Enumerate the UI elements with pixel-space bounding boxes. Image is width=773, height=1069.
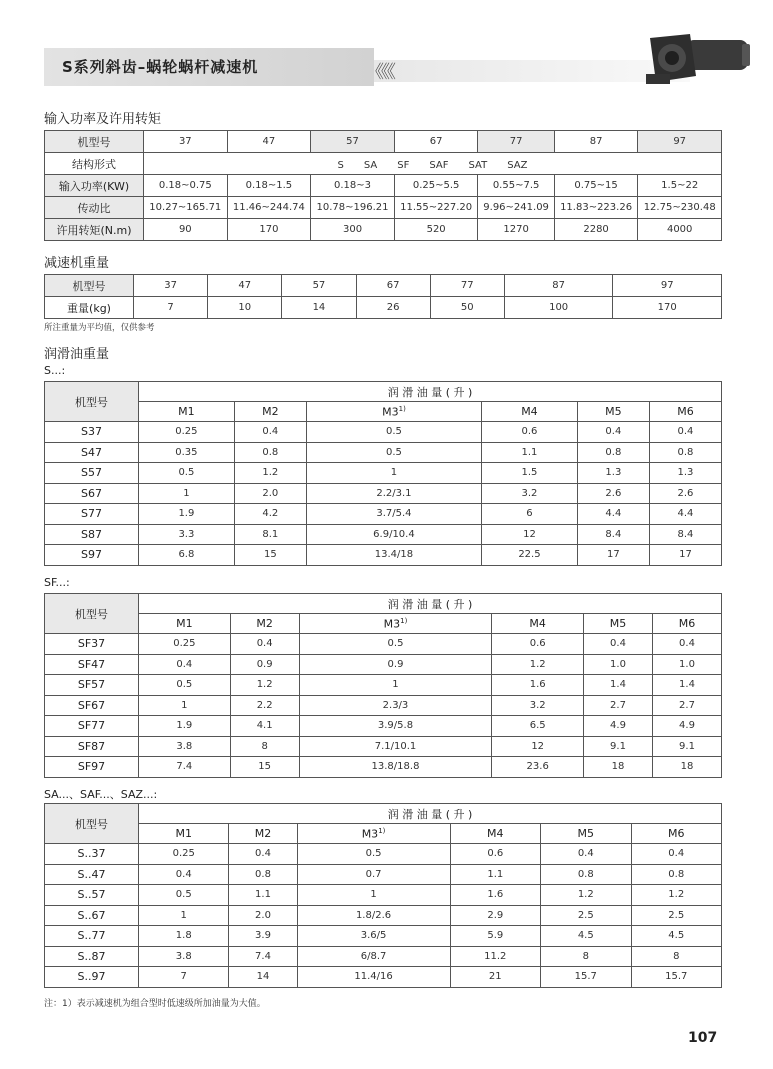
torque-cell: 300 xyxy=(311,219,395,241)
oil-volume-cell: 1.3 xyxy=(577,463,649,484)
oil-volume-cell: 0.6 xyxy=(482,422,578,443)
weight-cell: 50 xyxy=(430,297,504,319)
table-row xyxy=(45,402,722,422)
mount-position-cell: M1 xyxy=(139,614,231,634)
oil-volume-cell: 0.8 xyxy=(649,442,721,463)
mount-position-cell: M2 xyxy=(230,614,299,634)
gear-motor-icon xyxy=(642,24,752,88)
oil-volume-cell: 3.8 xyxy=(139,946,229,967)
ratio-cell: 10.78~196.21 xyxy=(311,197,395,219)
oil-volume-cell: 1 xyxy=(297,885,450,906)
model-cell: S..37 xyxy=(45,844,139,865)
model-cell: S67 xyxy=(45,483,139,504)
torque-cell: 1270 xyxy=(478,219,554,241)
sa-table-label: SA...、SAF...、SAZ...: xyxy=(44,788,158,801)
mount-position-cell: M1 xyxy=(139,824,229,844)
oil-volume-cell: 0.9 xyxy=(230,654,299,675)
oil-volume-cell: 0.6 xyxy=(450,844,540,865)
ratio-cell: 12.75~230.48 xyxy=(638,197,722,219)
sf-table-label: SF...: xyxy=(44,576,70,589)
oil-volume-cell: 6.8 xyxy=(139,545,235,566)
model-cell: 37 xyxy=(134,275,208,297)
oil-volume-cell: 4.1 xyxy=(230,716,299,737)
oil-volume-cell: 1.1 xyxy=(229,885,297,906)
oil-volume-cell: 0.4 xyxy=(229,844,297,865)
table-row xyxy=(45,219,722,241)
oil-volume-cell: 1.8 xyxy=(139,926,229,947)
mount-position-cell: M4 xyxy=(450,824,540,844)
oil-volume-cell: 3.2 xyxy=(482,483,578,504)
table-row xyxy=(45,594,722,614)
oil-volume-cell: 4.4 xyxy=(577,504,649,525)
oil-volume-cell: 8 xyxy=(230,736,299,757)
footnote-marker: 1) xyxy=(378,826,386,835)
oil-volume-cell: 15 xyxy=(234,545,306,566)
oil-volume-cell: 23.6 xyxy=(492,757,584,778)
oil-volume-cell: 0.5 xyxy=(139,885,229,906)
table-row xyxy=(45,504,722,525)
table-row xyxy=(45,905,722,926)
weight-label-cell: 重量(kg) xyxy=(45,297,134,319)
model-cell: SF77 xyxy=(45,716,139,737)
model-cell: SF87 xyxy=(45,736,139,757)
oil-volume-cell: 0.8 xyxy=(229,864,297,885)
table-row xyxy=(45,654,722,675)
table-row xyxy=(45,926,722,947)
model-cell: S..77 xyxy=(45,926,139,947)
table-row xyxy=(45,422,722,443)
section-oil-title: 润滑油重量 xyxy=(44,347,110,362)
oil-volume-cell: 1.1 xyxy=(482,442,578,463)
oil-volume-cell: 12 xyxy=(482,524,578,545)
power-cell: 0.55~7.5 xyxy=(478,175,554,197)
oil-volume-cell: 4.4 xyxy=(649,504,721,525)
oil-volume-cell: 1.2 xyxy=(541,885,631,906)
model-cell: SF57 xyxy=(45,675,139,696)
oil-volume-cell: 18 xyxy=(652,757,721,778)
model-cell: 47 xyxy=(208,275,282,297)
oil-header-cell: 润 滑 油 量 ( 升 ) xyxy=(139,594,722,614)
oil-volume-cell: 9.1 xyxy=(584,736,653,757)
mount-position-cell: M5 xyxy=(541,824,631,844)
torque-cell: 90 xyxy=(144,219,228,241)
mount-position-cell: M4 xyxy=(482,402,578,422)
oil-volume-cell: 0.5 xyxy=(306,422,481,443)
oil-volume-cell: 1.8/2.6 xyxy=(297,905,450,926)
oil-volume-cell: 4.5 xyxy=(631,926,722,947)
mount-position-label: M3 xyxy=(383,617,401,631)
model-cell: S..87 xyxy=(45,946,139,967)
oil-volume-cell: 0.5 xyxy=(299,634,492,655)
oil-table-sa xyxy=(44,803,722,988)
model-cell: 47 xyxy=(227,131,311,153)
model-cell: 77 xyxy=(478,131,554,153)
oil-volume-cell: 7.1/10.1 xyxy=(299,736,492,757)
oil-volume-cell: 2.6 xyxy=(577,483,649,504)
oil-volume-cell: 2.5 xyxy=(541,905,631,926)
oil-volume-cell: 15 xyxy=(230,757,299,778)
power-torque-table xyxy=(44,130,722,241)
oil-volume-cell: 8.4 xyxy=(649,524,721,545)
oil-volume-cell: 12 xyxy=(492,736,584,757)
ratio-cell: 9.96~241.09 xyxy=(478,197,554,219)
torque-cell: 2280 xyxy=(554,219,638,241)
table-row xyxy=(45,967,722,988)
oil-volume-cell: 13.8/18.8 xyxy=(299,757,492,778)
oil-volume-cell: 4.9 xyxy=(652,716,721,737)
oil-volume-cell: 22.5 xyxy=(482,545,578,566)
model-cell: 57 xyxy=(282,275,356,297)
weight-table xyxy=(44,274,722,319)
model-cell: S57 xyxy=(45,463,139,484)
table-row xyxy=(45,695,722,716)
oil-volume-cell: 1.4 xyxy=(652,675,721,696)
oil-volume-cell: 2.9 xyxy=(450,905,540,926)
oil-volume-cell: 0.5 xyxy=(139,675,231,696)
mount-position-label: M3 xyxy=(361,827,379,841)
weight-cell: 14 xyxy=(282,297,356,319)
oil-volume-cell: 2.6 xyxy=(649,483,721,504)
oil-volume-cell: 1.9 xyxy=(139,504,235,525)
oil-volume-cell: 1.1 xyxy=(450,864,540,885)
ratio-label-cell: 传动比 xyxy=(45,197,144,219)
oil-volume-cell: 0.8 xyxy=(541,864,631,885)
model-cell: 77 xyxy=(430,275,504,297)
oil-volume-cell: 7 xyxy=(139,967,229,988)
table-row xyxy=(45,545,722,566)
oil-volume-cell: 4.9 xyxy=(584,716,653,737)
oil-volume-cell: 8 xyxy=(631,946,722,967)
model-cell: 97 xyxy=(638,131,722,153)
oil-volume-cell: 21 xyxy=(450,967,540,988)
oil-volume-cell: 17 xyxy=(577,545,649,566)
mount-position-cell xyxy=(297,824,450,844)
table-row xyxy=(45,885,722,906)
mount-position-cell: M6 xyxy=(652,614,721,634)
oil-volume-cell: 4.2 xyxy=(234,504,306,525)
power-cell: 0.25~5.5 xyxy=(394,175,478,197)
model-cell: 87 xyxy=(554,131,638,153)
table-row xyxy=(45,442,722,463)
oil-table-sf xyxy=(44,593,722,778)
oil-volume-cell: 0.5 xyxy=(297,844,450,865)
footnote-marker: 1) xyxy=(400,616,408,625)
oil-volume-cell: 0.4 xyxy=(541,844,631,865)
oil-volume-cell: 6/8.7 xyxy=(297,946,450,967)
oil-volume-cell: 3.9 xyxy=(229,926,297,947)
oil-volume-cell: 0.4 xyxy=(139,654,231,675)
model-cell: S..97 xyxy=(45,967,139,988)
oil-volume-cell: 4.5 xyxy=(541,926,631,947)
table-row xyxy=(45,463,722,484)
model-cell: S37 xyxy=(45,422,139,443)
model-cell: 97 xyxy=(613,275,722,297)
model-cell: 37 xyxy=(144,131,228,153)
power-cell: 0.18~3 xyxy=(311,175,395,197)
power-cell: 0.75~15 xyxy=(554,175,638,197)
table-row xyxy=(45,524,722,545)
oil-volume-cell: 0.8 xyxy=(234,442,306,463)
table-row xyxy=(45,804,722,824)
model-cell: SF47 xyxy=(45,654,139,675)
oil-volume-cell: 0.8 xyxy=(631,864,722,885)
mount-position-cell xyxy=(306,402,481,422)
oil-volume-cell: 14 xyxy=(229,967,297,988)
oil-volume-cell: 9.1 xyxy=(652,736,721,757)
mount-position-cell: M6 xyxy=(649,402,721,422)
oil-volume-cell: 2.0 xyxy=(234,483,306,504)
model-cell: S..57 xyxy=(45,885,139,906)
oil-volume-cell: 15.7 xyxy=(541,967,631,988)
oil-volume-cell: 6 xyxy=(482,504,578,525)
power-cell: 1.5~22 xyxy=(638,175,722,197)
oil-volume-cell: 3.3 xyxy=(139,524,235,545)
oil-volume-cell: 0.25 xyxy=(139,634,231,655)
torque-label-cell: 许用转矩(N.m) xyxy=(45,219,144,241)
mount-position-cell: M1 xyxy=(139,402,235,422)
oil-volume-cell: 0.9 xyxy=(299,654,492,675)
table-row xyxy=(45,736,722,757)
weight-cell: 26 xyxy=(356,297,430,319)
oil-volume-cell: 1 xyxy=(299,675,492,696)
oil-volume-cell: 13.4/18 xyxy=(306,545,481,566)
oil-volume-cell: 0.4 xyxy=(652,634,721,655)
oil-volume-cell: 0.4 xyxy=(584,634,653,655)
oil-volume-cell: 8.4 xyxy=(577,524,649,545)
structure-cell: S SA SF SAF SAT SAZ xyxy=(144,153,722,175)
model-cell: S87 xyxy=(45,524,139,545)
s-table-label: S...: xyxy=(44,364,66,377)
oil-volume-cell: 5.9 xyxy=(450,926,540,947)
oil-volume-cell: 0.7 xyxy=(297,864,450,885)
page-title: S系列斜齿–蜗轮蜗杆减速机 xyxy=(62,58,259,76)
oil-volume-cell: 2.7 xyxy=(584,695,653,716)
oil-volume-cell: 1.0 xyxy=(652,654,721,675)
oil-volume-cell: 1 xyxy=(139,483,235,504)
mount-position-label: M3 xyxy=(382,405,399,419)
oil-volume-cell: 0.4 xyxy=(139,864,229,885)
table-row xyxy=(45,175,722,197)
oil-volume-cell: 7.4 xyxy=(139,757,231,778)
table-row xyxy=(45,864,722,885)
model-cell: SF97 xyxy=(45,757,139,778)
oil-volume-cell: 1.2 xyxy=(234,463,306,484)
mount-position-cell: M6 xyxy=(631,824,722,844)
oil-volume-cell: 2.2/3.1 xyxy=(306,483,481,504)
table-row xyxy=(45,946,722,967)
weight-cell: 170 xyxy=(613,297,722,319)
torque-cell: 170 xyxy=(227,219,311,241)
table-row xyxy=(45,844,722,865)
table-row xyxy=(45,197,722,219)
section-power-torque-title: 输入功率及许用转矩 xyxy=(44,112,162,127)
model-cell: SF67 xyxy=(45,695,139,716)
weight-cell: 100 xyxy=(504,297,613,319)
oil-volume-cell: 0.8 xyxy=(577,442,649,463)
oil-volume-cell: 0.25 xyxy=(139,422,235,443)
torque-cell: 520 xyxy=(394,219,478,241)
oil-volume-cell: 0.5 xyxy=(139,463,235,484)
oil-volume-cell: 0.25 xyxy=(139,844,229,865)
oil-volume-cell: 3.7/5.4 xyxy=(306,504,481,525)
table-row xyxy=(45,297,722,319)
oil-volume-cell: 11.4/16 xyxy=(297,967,450,988)
ratio-cell: 10.27~165.71 xyxy=(144,197,228,219)
oil-volume-cell: 1.9 xyxy=(139,716,231,737)
page-number: 107 xyxy=(688,1030,718,1046)
power-label-cell: 输入功率(KW) xyxy=(45,175,144,197)
model-label-cell: 机型号 xyxy=(45,131,144,153)
oil-volume-cell: 15.7 xyxy=(631,967,722,988)
ratio-cell: 11.46~244.74 xyxy=(227,197,311,219)
model-label-cell: 机型号 xyxy=(45,382,139,422)
mount-position-cell: M5 xyxy=(577,402,649,422)
torque-cell: 4000 xyxy=(638,219,722,241)
oil-volume-cell: 1 xyxy=(306,463,481,484)
model-label-cell: 机型号 xyxy=(45,275,134,297)
oil-volume-cell: 0.5 xyxy=(306,442,481,463)
oil-volume-cell: 2.0 xyxy=(229,905,297,926)
model-cell: S47 xyxy=(45,442,139,463)
oil-volume-cell: 3.9/5.8 xyxy=(299,716,492,737)
table-row xyxy=(45,614,722,634)
oil-volume-cell: 0.4 xyxy=(649,422,721,443)
oil-volume-cell: 1.6 xyxy=(450,885,540,906)
model-cell: S..47 xyxy=(45,864,139,885)
oil-volume-cell: 1 xyxy=(139,905,229,926)
oil-volume-cell: 0.4 xyxy=(230,634,299,655)
power-cell: 0.18~0.75 xyxy=(144,175,228,197)
oil-volume-cell: 0.4 xyxy=(631,844,722,865)
table-row xyxy=(45,483,722,504)
model-cell: SF37 xyxy=(45,634,139,655)
oil-volume-cell: 0.4 xyxy=(234,422,306,443)
table-row xyxy=(45,382,722,402)
table-row xyxy=(45,675,722,696)
oil-volume-cell: 2.3/3 xyxy=(299,695,492,716)
ratio-cell: 11.55~227.20 xyxy=(394,197,478,219)
model-cell: 87 xyxy=(504,275,613,297)
model-cell: 67 xyxy=(356,275,430,297)
weight-note: 所注重量为平均值，仅供参考 xyxy=(44,323,155,333)
model-cell: S77 xyxy=(45,504,139,525)
oil-volume-cell: 2.5 xyxy=(631,905,722,926)
oil-volume-cell: 1 xyxy=(139,695,231,716)
oil-volume-cell: 0.6 xyxy=(492,634,584,655)
table-row xyxy=(45,634,722,655)
ratio-cell: 11.83~223.26 xyxy=(554,197,638,219)
oil-volume-cell: 1.0 xyxy=(584,654,653,675)
table-row xyxy=(45,716,722,737)
mount-position-cell xyxy=(299,614,492,634)
table-row xyxy=(45,275,722,297)
oil-volume-cell: 1.6 xyxy=(492,675,584,696)
oil-header-cell: 润 滑 油 量 ( 升 ) xyxy=(139,804,722,824)
footnote-marker: 1) xyxy=(398,404,406,413)
chevron-decoration-icon: 《《《 xyxy=(366,62,393,83)
oil-volume-cell: 3.2 xyxy=(492,695,584,716)
section-weight-title: 减速机重量 xyxy=(44,256,110,271)
oil-volume-cell: 11.2 xyxy=(450,946,540,967)
power-cell: 0.18~1.5 xyxy=(227,175,311,197)
weight-cell: 7 xyxy=(134,297,208,319)
mount-position-cell: M4 xyxy=(492,614,584,634)
table-row xyxy=(45,757,722,778)
model-cell: 57 xyxy=(311,131,395,153)
oil-volume-cell: 1.5 xyxy=(482,463,578,484)
mount-position-cell: M2 xyxy=(234,402,306,422)
structure-label-cell: 结构形式 xyxy=(45,153,144,175)
oil-volume-cell: 0.4 xyxy=(577,422,649,443)
model-cell: S..67 xyxy=(45,905,139,926)
oil-volume-cell: 7.4 xyxy=(229,946,297,967)
oil-volume-cell: 17 xyxy=(649,545,721,566)
oil-volume-cell: 1.4 xyxy=(584,675,653,696)
oil-volume-cell: 0.35 xyxy=(139,442,235,463)
oil-volume-cell: 2.2 xyxy=(230,695,299,716)
oil-volume-cell: 8.1 xyxy=(234,524,306,545)
oil-table-s xyxy=(44,381,722,566)
oil-volume-cell: 1.2 xyxy=(631,885,722,906)
mount-position-cell: M5 xyxy=(584,614,653,634)
oil-volume-cell: 3.8 xyxy=(139,736,231,757)
oil-volume-cell: 18 xyxy=(584,757,653,778)
oil-footnote: 注：1）表示减速机为组合型时低速级所加油量为大值。 xyxy=(44,999,266,1009)
oil-volume-cell: 6.9/10.4 xyxy=(306,524,481,545)
mount-position-cell: M2 xyxy=(229,824,297,844)
oil-volume-cell: 1.2 xyxy=(492,654,584,675)
oil-volume-cell: 8 xyxy=(541,946,631,967)
model-label-cell: 机型号 xyxy=(45,594,139,634)
oil-header-cell: 润 滑 油 量 ( 升 ) xyxy=(139,382,722,402)
model-label-cell: 机型号 xyxy=(45,804,139,844)
table-row xyxy=(45,131,722,153)
oil-volume-cell: 1.2 xyxy=(230,675,299,696)
model-cell: S97 xyxy=(45,545,139,566)
oil-volume-cell: 3.6/5 xyxy=(297,926,450,947)
model-cell: 67 xyxy=(394,131,478,153)
oil-volume-cell: 2.7 xyxy=(652,695,721,716)
oil-volume-cell: 1.3 xyxy=(649,463,721,484)
table-row xyxy=(45,824,722,844)
table-row xyxy=(45,153,722,175)
oil-volume-cell: 6.5 xyxy=(492,716,584,737)
weight-cell: 10 xyxy=(208,297,282,319)
